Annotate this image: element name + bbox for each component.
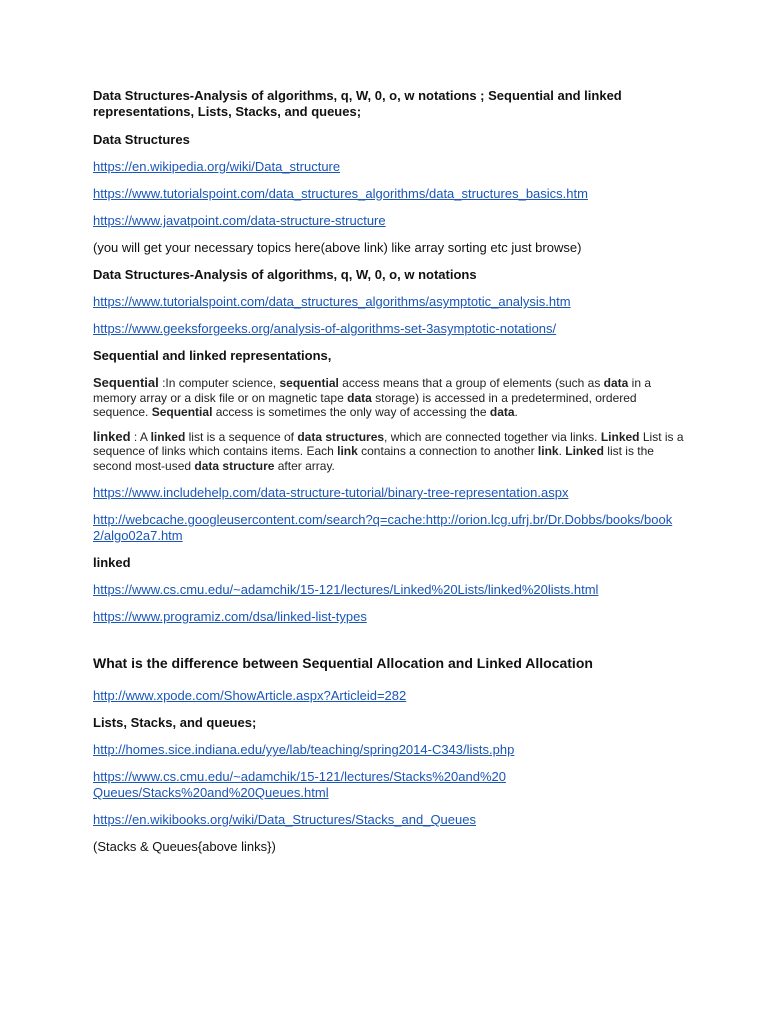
- text-run: access means that a group of elements (such as: [338, 376, 604, 390]
- text-run: .: [514, 405, 518, 419]
- text-run: : A: [130, 429, 151, 444]
- text-run: after array.: [274, 458, 335, 473]
- link-xpode-article[interactable]: http://www.xpode.com/ShowArticle.aspx?Articleid=282: [93, 688, 407, 703]
- link-includehelp-binary-tree[interactable]: https://www.includehelp.com/data-structure-tutorial/binary-tree-representation.aspx: [93, 485, 569, 500]
- text-run: in a memory array or a disk file or on magnetic tape: [93, 376, 652, 405]
- text-run: contains a connection to another: [357, 444, 538, 458]
- term-linked: linked: [93, 428, 131, 444]
- text-run: data: [489, 405, 515, 419]
- link-geeksforgeeks-asymptotic[interactable]: https://www.geeksforgeeks.org/analysis-of-algorithms-set-3asymptotic-notations/: [93, 321, 557, 336]
- section-heading-analysis: Data Structures-Analysis of algorithms, q, W, 0, o, w notations: [93, 267, 477, 282]
- section-heading-lists-stacks-queues: Lists, Stacks, and queues;: [93, 715, 257, 730]
- paragraph-linked: [93, 430, 693, 474]
- text-run: linked: [150, 429, 186, 444]
- text-run: .: [558, 444, 566, 458]
- section-heading-sequential-linked: Sequential and linked representations,: [93, 348, 332, 363]
- link-wikipedia-data-structure[interactable]: https://en.wikipedia.org/wiki/Data_structure: [93, 159, 341, 174]
- text-run: access is sometimes the only way of accessing the: [212, 405, 490, 419]
- text-run: :In computer science,: [158, 376, 280, 390]
- document-content: [93, 88, 693, 855]
- text-run: Linked: [565, 444, 604, 458]
- link-tutorialspoint-asymptotic[interactable]: https://www.tutorialspoint.com/data_structures_algorithms/asymptotic_analysis.htm: [93, 294, 571, 309]
- text-run: data structure: [194, 458, 275, 473]
- link-indiana-lists[interactable]: http://homes.sice.indiana.edu/yye/lab/teaching/spring2014-C343/lists.php: [93, 742, 515, 757]
- text-run: sequential: [279, 376, 339, 390]
- text-run: link: [537, 444, 559, 458]
- question-heading: What is the difference between Sequential Allocation and Linked Allocation: [93, 655, 593, 671]
- note-stacks-queues: (Stacks & Queues{above links}): [93, 839, 276, 854]
- link-programiz-linked-list-types[interactable]: https://www.programiz.com/dsa/linked-list-types: [93, 609, 367, 624]
- link-cmu-stacks-queues[interactable]: https://www.cs.cmu.edu/~adamchik/15-121/lectures/Stacks%20and%20Queues/Stacks%20and%20Queues.html: [93, 769, 506, 800]
- link-wikibooks-stacks-queues[interactable]: https://en.wikibooks.org/wiki/Data_Structures/Stacks_and_Queues: [93, 812, 476, 827]
- note-browse-topics: (you will get your necessary topics here(above link) like array sorting etc just browse): [93, 240, 582, 255]
- text-run: Linked: [600, 429, 640, 444]
- text-run: list is the second most-used: [93, 444, 654, 473]
- section-heading-linked: linked: [93, 555, 131, 570]
- text-run: data: [603, 376, 629, 390]
- document-title: Data Structures-Analysis of algorithms, q, W, 0, o, w notations ; Sequential and linked representations, Lists, Stacks, and queues;: [93, 88, 622, 119]
- paragraph-sequential: [93, 376, 693, 420]
- text-run: storage) is accessed in a predetermined, ordered sequence.: [93, 390, 637, 419]
- text-run: Sequential: [151, 405, 213, 419]
- text-run: data: [347, 390, 372, 405]
- link-webcache-dobbs[interactable]: http://webcache.googleusercontent.com/search?q=cache:http://orion.lcg.ufrj.br/Dr.Dobbs/books/book2/algo02a7.htm: [93, 512, 673, 543]
- term-sequential: Sequential: [93, 375, 159, 390]
- text-run: , which are connected together via links.: [384, 429, 601, 444]
- link-cmu-linked-lists[interactable]: https://www.cs.cmu.edu/~adamchik/15-121/lectures/Linked%20Lists/linked%20lists.html: [93, 582, 599, 597]
- link-tutorialspoint-basics[interactable]: https://www.tutorialspoint.com/data_structures_algorithms/data_structures_basics.htm: [93, 186, 588, 201]
- text-run: list is a sequence of: [185, 429, 298, 444]
- text-run: link: [337, 444, 358, 458]
- text-run: data structures: [297, 429, 385, 444]
- section-heading-data-structures: Data Structures: [93, 132, 190, 147]
- link-javatpoint-structure[interactable]: https://www.javatpoint.com/data-structure-structure: [93, 213, 386, 228]
- text-run: List is a sequence of links which contains items. Each: [93, 429, 684, 458]
